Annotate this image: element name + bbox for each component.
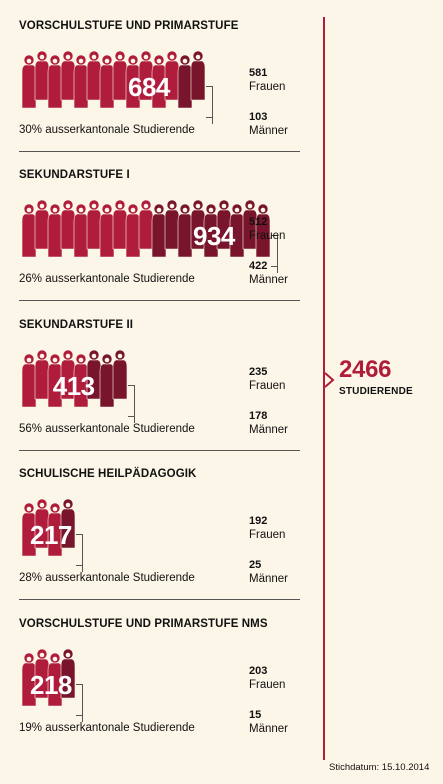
reference-date: Stichdatum: 15.10.2014	[329, 762, 430, 773]
female-figure	[139, 200, 153, 249]
men-label: Männer	[249, 573, 288, 585]
summary-bracket-line	[323, 17, 325, 760]
section-divider	[19, 300, 300, 301]
men-label: Männer	[249, 125, 288, 137]
section-2	[0, 169, 310, 309]
men-label: Männer	[249, 424, 288, 436]
ausserkantonal-share: 28% ausserkantonale Studierende	[19, 572, 195, 584]
ausserkantonal-share: 56% ausserkantonale Studierende	[19, 423, 195, 435]
men-label: Männer	[249, 274, 288, 286]
male-figure	[152, 204, 166, 257]
section-title: SCHULISCHE HEILPÄDAGOGIK	[19, 468, 197, 480]
women-label: Frauen	[249, 81, 286, 93]
section-total-value: 684	[128, 72, 170, 102]
female-figure	[22, 204, 36, 257]
male-figure	[178, 204, 192, 257]
pictogram-bracket	[206, 86, 213, 118]
female-figure	[48, 204, 62, 257]
female-figure	[87, 200, 101, 249]
section-total-value: 217	[30, 520, 72, 550]
pictogram-bracket-tail	[134, 415, 135, 423]
women-label: Frauen	[249, 679, 286, 691]
pictogram-bracket	[76, 534, 83, 566]
pictogram-bracket-tail	[82, 564, 83, 572]
ausserkantonal-share: 30% ausserkantonale Studierende	[19, 124, 195, 136]
female-figure	[74, 55, 88, 108]
male-figure	[165, 200, 179, 249]
female-figure	[87, 51, 101, 100]
women-label: Frauen	[249, 380, 286, 392]
section-total-value: 934	[193, 221, 235, 251]
women-count: 192	[249, 515, 268, 527]
male-figure	[191, 51, 205, 100]
pictogram-figures	[22, 50, 210, 106]
female-figure	[100, 204, 114, 257]
section-5	[0, 618, 310, 758]
female-figure	[35, 200, 49, 249]
female-figure	[113, 200, 127, 249]
summary-arrow-icon	[324, 372, 336, 388]
section-divider	[19, 450, 300, 451]
section-divider	[19, 599, 300, 600]
women-count: 203	[249, 665, 268, 677]
male-figure	[113, 350, 127, 399]
section-title: VORSCHULSTUFE UND PRIMARSTUFE NMS	[19, 618, 268, 630]
female-figure	[100, 55, 114, 108]
men-count: 178	[249, 410, 268, 422]
women-count: 581	[249, 67, 268, 79]
section-total-value: 413	[52, 371, 95, 401]
ausserkantonal-share: 19% ausserkantonale Studierende	[19, 722, 195, 734]
female-figure	[35, 51, 49, 100]
men-count: 422	[249, 260, 268, 272]
female-figure	[35, 350, 49, 399]
section-3	[0, 319, 310, 459]
ausserkantonal-share: 26% ausserkantonale Studierende	[19, 273, 195, 285]
female-figure	[74, 204, 88, 257]
men-label: Männer	[249, 723, 288, 735]
section-4	[0, 468, 310, 608]
men-count: 15	[249, 709, 262, 721]
section-title: SEKUNDARSTUFE I	[19, 169, 130, 181]
pictogram-bracket-tail	[277, 265, 278, 273]
female-figure	[61, 200, 75, 249]
female-figure	[61, 51, 75, 100]
pictogram	[22, 50, 210, 106]
section-title: SEKUNDARSTUFE II	[19, 319, 134, 331]
women-label: Frauen	[249, 230, 286, 242]
pictogram-bracket-tail	[82, 714, 83, 722]
section-title: VORSCHULSTUFE UND PRIMARSTUFE	[19, 20, 239, 32]
male-figure	[100, 354, 114, 407]
women-label: Frauen	[249, 529, 286, 541]
section-divider	[19, 151, 300, 152]
women-count: 235	[249, 366, 268, 378]
section-total-value: 218	[30, 670, 72, 700]
female-figure	[48, 55, 62, 108]
pictogram-figures	[22, 199, 275, 255]
pictogram-bracket	[76, 684, 83, 716]
pictogram	[22, 199, 275, 255]
pictogram-bracket-tail	[212, 116, 213, 124]
female-figure	[126, 204, 140, 257]
female-figure	[22, 354, 36, 407]
section-1	[0, 20, 310, 160]
men-count: 25	[249, 559, 262, 571]
female-figure	[113, 51, 127, 100]
men-count: 103	[249, 111, 268, 123]
grand-total-value: 2466	[339, 356, 392, 383]
male-figure	[178, 55, 192, 108]
female-figure	[22, 55, 36, 108]
women-count: 512	[249, 216, 268, 228]
grand-total-label: STUDIERENDE	[339, 386, 413, 397]
pictogram-bracket	[128, 385, 135, 417]
